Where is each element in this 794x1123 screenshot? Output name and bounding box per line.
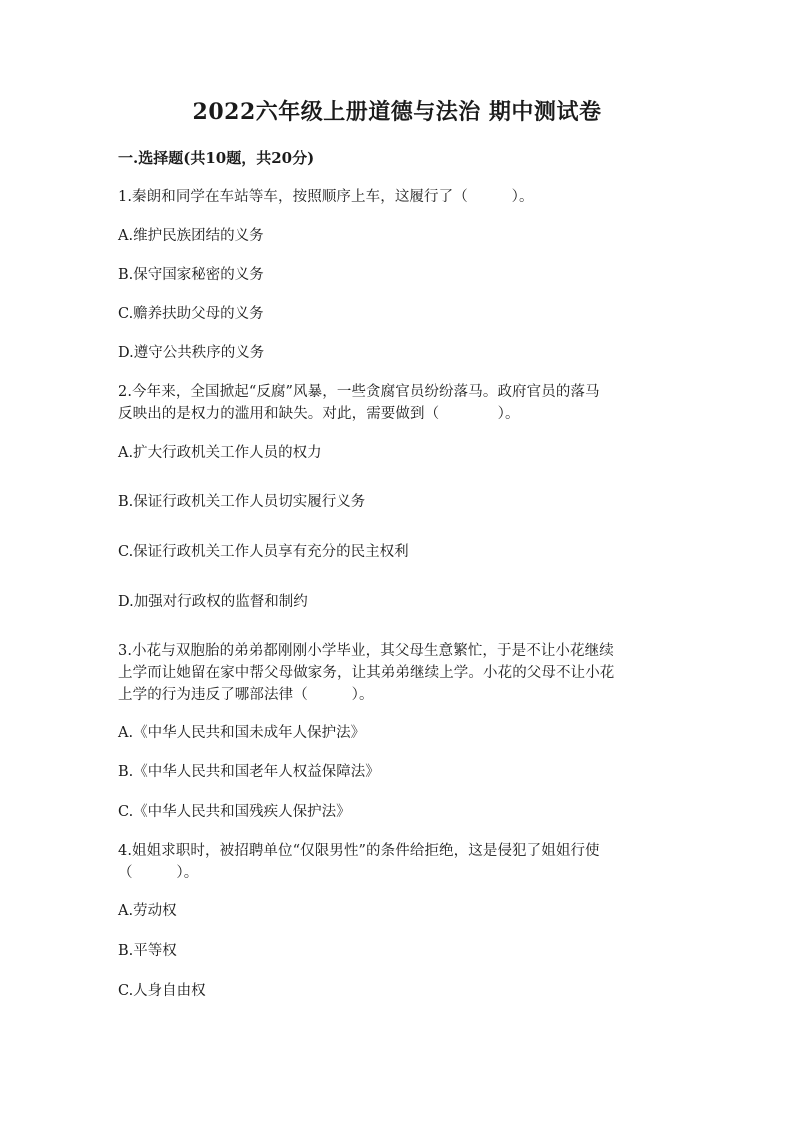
question-1-option-b: B.保守国家秘密的义务 (118, 267, 264, 283)
question-4-option-a: A.劳动权 (118, 903, 177, 919)
question-2-option-a: A.扩大行政机关工作人员的权力 (118, 445, 322, 461)
question-stem-line: 3.小花与双胞胎的弟弟都刚刚小学毕业，其父母生意繁忙，于是不让小花继续 (118, 643, 614, 659)
question-3-stem (118, 640, 674, 706)
question-4-stem (118, 840, 674, 884)
question-2-option-b: B.保证行政机关工作人员切实履行义务 (118, 494, 366, 510)
question-1-option-d: D.遵守公共秩序的义务 (118, 345, 265, 361)
question-2-stem (118, 381, 674, 425)
question-stem-line: 2.今年来，全国掀起“反腐”风暴，一些贪腐官员纷纷落马。政府官员的落马 (118, 384, 600, 400)
question-stem-line: 上学而让她留在家中帮父母做家务，让其弟弟继续上学。小花的父母不让小花 (118, 665, 615, 681)
question-2-option-d: D.加强对行政权的监督和制约 (118, 594, 308, 610)
question-stem-line: （ ）。 (118, 865, 199, 881)
question-4-option-c: C.人身自由权 (118, 983, 206, 999)
question-1-stem (118, 186, 674, 208)
question-3-option-b: B.《中华人民共和国老年人权益保障法》 (118, 764, 380, 780)
question-stem-line: 1.秦朗和同学在车站等车，按照顺序上车，这履行了（ ）。 (118, 189, 534, 205)
question-3-option-a: A.《中华人民共和国未成年人保护法》 (118, 725, 366, 741)
question-2-option-c: C.保证行政机关工作人员享有充分的民主权利 (118, 544, 409, 560)
question-stem-line: 上学的行为违反了哪部法律（ ）。 (118, 687, 374, 703)
section-heading: 一.选择题(共10题，共20分) (118, 149, 315, 167)
exam-title: 2022六年级上册道德与法治 期中测试卷 (192, 99, 602, 125)
question-4-option-b: B.平等权 (118, 943, 177, 959)
question-1-option-c: C.赡养扶助父母的义务 (118, 306, 264, 322)
question-1-option-a: A.维护民族团结的义务 (118, 228, 264, 244)
question-stem-line: 4.姐姐求职时，被招聘单位“仅限男性”的条件给拒绝，这是侵犯了姐姐行使 (118, 843, 600, 859)
question-stem-line: 反映出的是权力的滥用和缺失。对此，需要做到（ ）。 (118, 406, 520, 422)
question-3-option-c: C.《中华人民共和国残疾人保护法》 (118, 804, 351, 820)
